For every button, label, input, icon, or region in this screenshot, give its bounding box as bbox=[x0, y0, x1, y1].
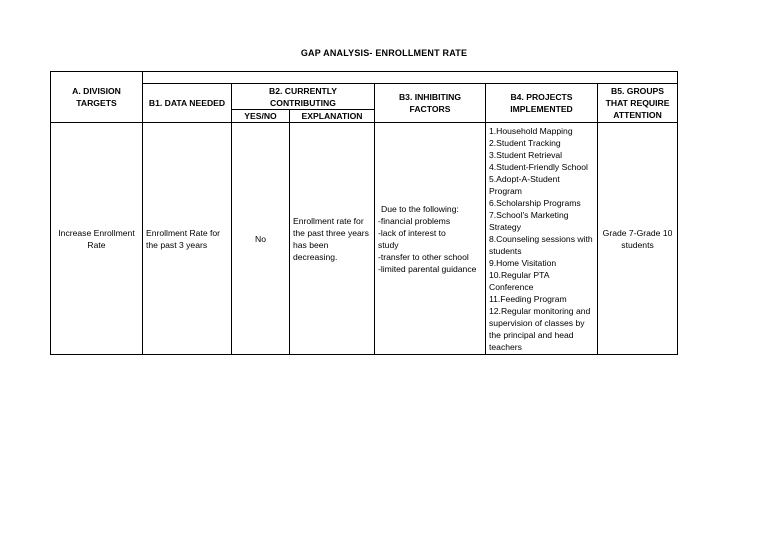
list-item: 2.Student Tracking bbox=[489, 137, 561, 148]
header-inhibiting-factors: B3. INHIBITING FACTORS bbox=[375, 84, 486, 123]
header-explanation: EXPLANATION bbox=[290, 110, 375, 123]
list-item: -transfer to other school bbox=[378, 251, 469, 262]
header-division-targets: A. DIVISION TARGETS bbox=[51, 72, 143, 123]
inhibiting-list bbox=[378, 215, 482, 275]
header-data-needed: B1. DATA NEEDED bbox=[143, 84, 232, 123]
header-projects-implemented: B4. PROJECTS IMPLEMENTED bbox=[486, 84, 598, 123]
cell-data-needed: Enrollment Rate for the past 3 years bbox=[143, 123, 232, 355]
list-item: 10.Regular PTA Conference bbox=[489, 269, 550, 292]
cell-inhibiting-factors bbox=[375, 123, 486, 355]
list-item: 12.Regular monitoring and supervision of classes by the principal and head teachers bbox=[489, 305, 591, 352]
inhibiting-intro: Due to the following: bbox=[381, 203, 459, 214]
list-item: 4.Student-Friendly School bbox=[489, 161, 588, 172]
cell-yes-no: No bbox=[232, 123, 290, 355]
projects-list bbox=[489, 125, 594, 353]
cell-target: Increase Enrollment Rate bbox=[51, 123, 143, 355]
list-item: 3.Student Retrieval bbox=[489, 149, 563, 160]
header-yes-no: YES/NO bbox=[232, 110, 290, 123]
list-item: study bbox=[378, 239, 399, 250]
list-item: -financial problems bbox=[378, 215, 451, 226]
list-item: 5.Adopt-A-Student Program bbox=[489, 173, 560, 196]
list-item: 9.Home Visitation bbox=[489, 257, 557, 268]
list-item: 8.Counseling sessions with students bbox=[489, 233, 593, 256]
gap-analysis-table bbox=[50, 71, 678, 355]
header-groups-attention: B5. GROUPS THAT REQUIRE ATTENTION bbox=[598, 84, 678, 123]
cell-explanation: Enrollment rate for the past three years has been decreasing. bbox=[290, 123, 375, 355]
header-blank-row bbox=[143, 72, 678, 84]
list-item: 11.Feeding Program bbox=[489, 293, 567, 304]
list-item: 1.Household Mapping bbox=[489, 125, 573, 136]
list-item: 6.Scholarship Programs bbox=[489, 197, 581, 208]
page-title: GAP ANALYSIS- ENROLLMENT RATE bbox=[300, 48, 468, 58]
list-item: -limited parental guidance bbox=[378, 263, 477, 274]
cell-groups: Grade 7-Grade 10 students bbox=[598, 123, 678, 355]
list-item: -lack of interest to bbox=[378, 227, 446, 238]
cell-projects bbox=[486, 123, 598, 355]
header-currently-contributing: B2. CURRENTLY CONTRIBUTING bbox=[232, 84, 375, 110]
list-item: 7.School's Marketing Strategy bbox=[489, 209, 569, 232]
